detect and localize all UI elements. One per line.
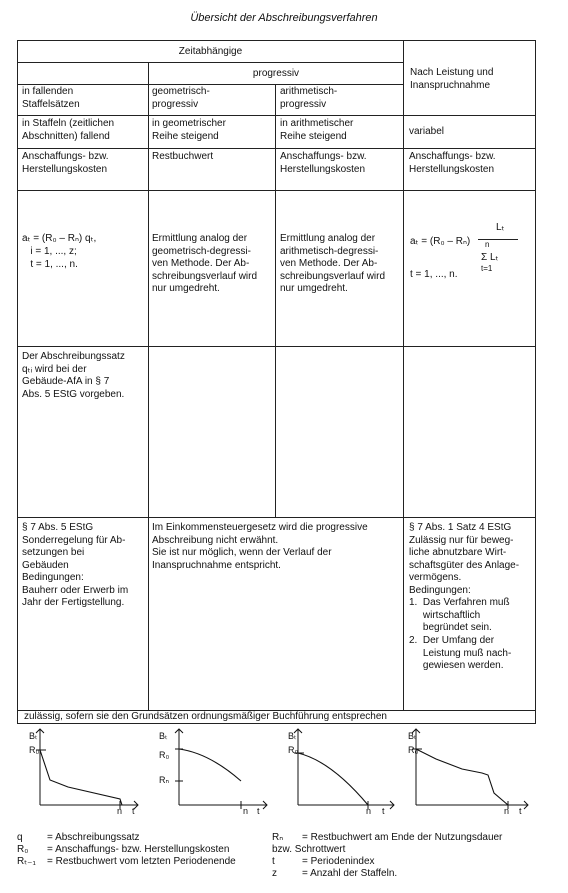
row6-col4-item2: 2. Der Umfang der Leistung muß nach- gewiesen werden.: [409, 635, 512, 671]
row4-col1-formula: aₜ = (R₀ – Rₙ) qₜ, i = 1, ..., z; t = 1, ..., n.: [22, 233, 97, 270]
hline-row6: [17, 517, 536, 518]
legend-text: = Periodenindex: [302, 856, 375, 867]
row3-col1: Anschaffungs- bzw. Herstellungskosten: [22, 151, 109, 175]
legend-item: [17, 856, 267, 868]
graph2-rn-label: Rₙ: [159, 775, 170, 785]
row4-col4-sum-bottom: t=1: [481, 264, 493, 273]
table-border-top: [17, 40, 536, 41]
hline-zeitabh: [17, 62, 403, 63]
row4-col4-t-range: t = 1, ..., n.: [410, 269, 458, 280]
hline-row4: [17, 190, 536, 191]
page-title: Übersicht der Abschreibungsverfahren: [190, 12, 378, 24]
graph1-n-label: n: [117, 806, 123, 815]
header-zeitabhaengige: Zeitabhängige: [178, 46, 243, 57]
graph3-t-label: t: [382, 806, 385, 815]
graph4-t-label: t: [519, 806, 522, 815]
graph2-r0-label: R₀: [159, 750, 170, 760]
table-border-left: [17, 40, 18, 723]
legend-key: Rₙ: [272, 832, 284, 843]
row2-col2: in geometrischer Reihe steigend: [152, 118, 226, 142]
graph2-bt-label: Bₜ: [159, 731, 168, 741]
legend-left: [17, 832, 267, 868]
col-divider-2-row6: [148, 517, 149, 710]
graph-leistung: [404, 725, 535, 815]
row1-col3: arithmetisch- progressiv: [280, 86, 338, 110]
row4-col2: Ermittlung analog der geometrisch-degressi- ven Methode. Der Ab- schreibungsverlauf wird nur umgedreht.: [152, 233, 258, 294]
col-divider-4: [403, 40, 404, 710]
legend-item: [272, 868, 552, 880]
row4-col4-frac-bar: [478, 239, 518, 240]
table-border-right: [535, 40, 536, 723]
row2-col1: in Staffeln (zeitlichen Abschnitten) fallend: [22, 118, 115, 142]
graph-arithmetisch-progressiv: [276, 725, 403, 815]
legend-key: R₀: [17, 844, 29, 855]
legend-item: [272, 856, 552, 868]
legend-right: [272, 832, 552, 880]
footer-row: zulässig, sofern sie den Grundsätzen ordnungsmäßiger Buchführung entsprechen: [24, 711, 387, 722]
row2-col3: in arithmetischer Reihe steigend: [280, 118, 354, 142]
legend-key: q: [17, 832, 23, 843]
row3-col2: Restbuchwert: [152, 151, 214, 162]
graph1-bt-label: Bₜ: [29, 731, 38, 741]
row1-col2: geometrisch- progressiv: [152, 86, 210, 110]
graph1-t-label: t: [132, 806, 135, 815]
legend-item: [272, 832, 552, 856]
hline-row3: [17, 148, 536, 149]
header-leistung: Nach Leistung und Inanspruchnahme: [410, 67, 494, 91]
graph2-t-label: t: [257, 806, 260, 815]
graph3-r0-label: R₀: [288, 745, 299, 755]
row5-col1: Der Abschreibungssatz qₜᵢ wird bei der Gebäude-AfA in § 7 Abs. 5 EStG vorgeben.: [22, 351, 125, 400]
row2-col4: variabel: [409, 126, 445, 137]
graph2-n-label: n: [243, 806, 249, 815]
graph4-r0-label: R₀: [408, 745, 419, 755]
row4-col4-sum-top: n: [485, 240, 490, 249]
graph3-bt-label: Bₜ: [288, 731, 297, 741]
graph4-n-label: n: [504, 806, 510, 815]
row4-col4-formula-left: aₜ = (R₀ – Rₙ): [410, 236, 471, 247]
legend-key: t: [272, 856, 275, 867]
graph-fallende-staffelsaetze: [18, 725, 146, 815]
legend-key: z: [272, 868, 277, 879]
hline-row5: [17, 346, 536, 347]
row6-col4-head: § 7 Abs. 1 Satz 4 EStG Zulässig nur für beweg- liche abnutzbare Wirt- schaftsgüter des Anlage- vermögens. Bedingungen:: [409, 522, 520, 596]
row4-col3: Ermittlung analog der arithmetisch-degressi- ven Methode. Der Ab- schreibungsverlauf wird nur umgedreht.: [280, 233, 386, 294]
legend-item: [17, 832, 267, 844]
graph4-bt-label: Bₜ: [408, 731, 417, 741]
graph3-n-label: n: [366, 806, 372, 815]
legend-key: Rₜ₋₁: [17, 856, 36, 867]
hline-progressiv: [17, 84, 403, 85]
row3-col3: Anschaffungs- bzw. Herstellungskosten: [280, 151, 367, 175]
legend-text: = Restbuchwert am Ende der Nutzungsdauer bzw. Schrottwert: [272, 832, 503, 855]
header-progressiv: progressiv: [252, 68, 300, 79]
legend-text: = Anzahl der Staffeln.: [302, 868, 398, 879]
legend-item: [17, 844, 267, 856]
row6-col1: § 7 Abs. 5 EStG Sonderregelung für Ab- setzungen bei Gebäuden Bedingungen: Bauherr oder Erwerb im Jahr der Fertigstellung.: [22, 522, 129, 608]
graph-geometrisch-progressiv: [149, 725, 275, 815]
row6-col23: Im Einkommensteuergesetz wird die progressive Abschreibung nicht erwähnt. Sie ist nur möglich, wenn der Verlauf der Inanspruchnahme entspricht.: [152, 522, 368, 571]
graph1-r0-label: R₀: [29, 745, 40, 755]
row1-col1: in fallenden Staffelsätzen: [22, 86, 80, 110]
legend-text: = Anschaffungs- bzw. Herstellungskosten: [47, 844, 230, 855]
row4-col4-frac-num: Lₜ: [496, 222, 505, 233]
hline-row2: [17, 115, 536, 116]
row4-col4-frac-den: Σ Lₜ: [481, 252, 499, 263]
legend-text: = Abschreibungssatz: [47, 832, 140, 843]
legend-text: = Restbuchwert vom letzten Periodenende: [47, 856, 236, 867]
row3-col4: Anschaffungs- bzw. Herstellungskosten: [409, 151, 496, 175]
row6-col4-item1: 1. Das Verfahren muß wirtschaftlich begründet sein.: [409, 597, 510, 633]
